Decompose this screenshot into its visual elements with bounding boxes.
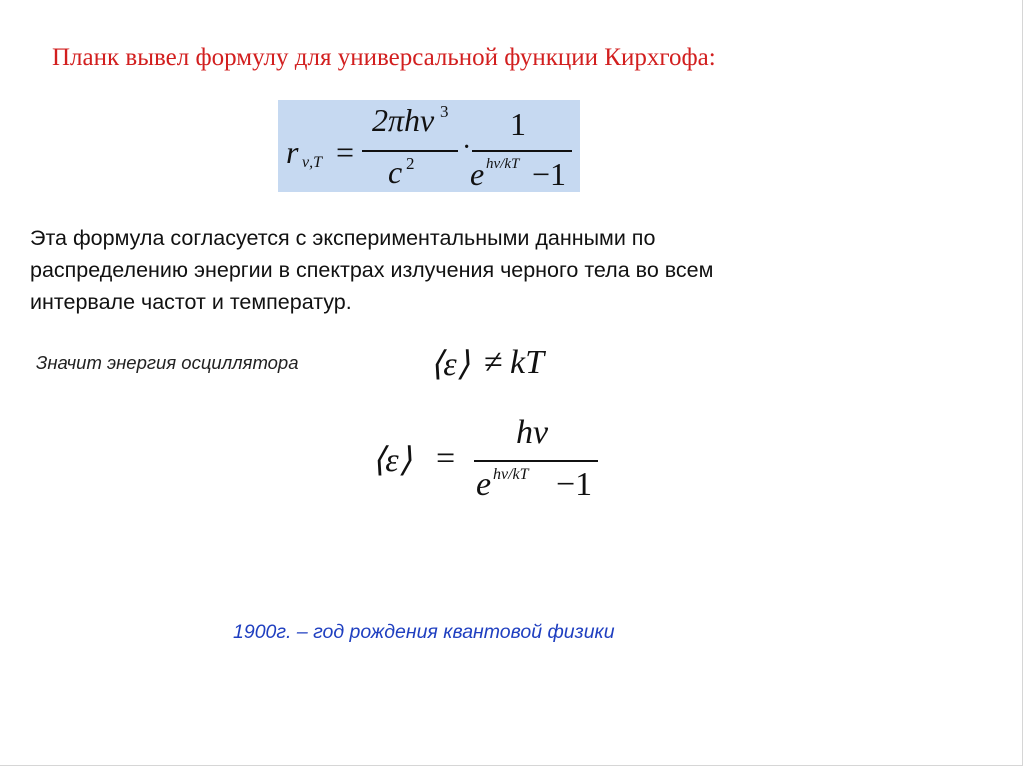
fraction-bar-2 — [472, 150, 572, 152]
formula-denominator-1: c — [388, 154, 403, 190]
formula-denominator-2-tail: −1 — [532, 156, 567, 192]
formula-dot: · — [462, 132, 472, 163]
mean-energy-denominator-base: e — [476, 466, 492, 503]
formula-numerator-1: 2πhν — [372, 102, 435, 138]
mean-energy-fraction-bar — [474, 460, 598, 462]
oscillator-energy-label: Значит энергия осциллятора — [36, 352, 299, 373]
formula-lhs-subscript: ν,T — [302, 154, 322, 171]
mean-energy-equals: = — [436, 440, 456, 477]
slide-title: Планк вывел формулу для универсальной функции Кирхгофа: — [52, 44, 716, 71]
formula-denominator-2-exponent: hν/kT — [486, 156, 520, 172]
formula-equals: = — [336, 134, 355, 170]
conclusion-note: 1900г. – год рождения квантовой физики — [233, 621, 615, 643]
formula-denominator-1-exponent: 2 — [406, 154, 415, 173]
fraction-bar-1 — [362, 150, 458, 152]
mean-energy-denominator-tail: −1 — [556, 466, 593, 503]
mean-energy-denominator-exponent: hν/kT — [493, 466, 529, 483]
paragraph-line: распределению энергии в спектрах излучения черного тела во всем — [30, 258, 714, 282]
formula-denominator-2-base: e — [470, 156, 485, 192]
mean-energy-formula — [372, 414, 608, 514]
not-equal-sign: ≠ — [484, 344, 503, 381]
formula-lhs: r — [286, 134, 299, 170]
formula-numerator-2: 1 — [510, 106, 526, 142]
kirchhoff-formula — [278, 100, 580, 192]
mean-energy-numerator: hν — [516, 414, 549, 451]
paragraph-line: интервале частот и температур. — [30, 290, 352, 314]
explanation-paragraph — [30, 222, 713, 318]
paragraph-line: Эта формула согласуется с экспериментальными данными по — [30, 226, 656, 250]
mean-energy-lhs: ⟨ε⟩ — [372, 442, 412, 479]
mean-energy-symbol: ⟨ε⟩ — [430, 346, 470, 383]
formula-numerator-1-exponent: 3 — [440, 102, 449, 121]
inequality-formula — [430, 344, 560, 392]
inequality-rhs: kT — [510, 344, 544, 381]
